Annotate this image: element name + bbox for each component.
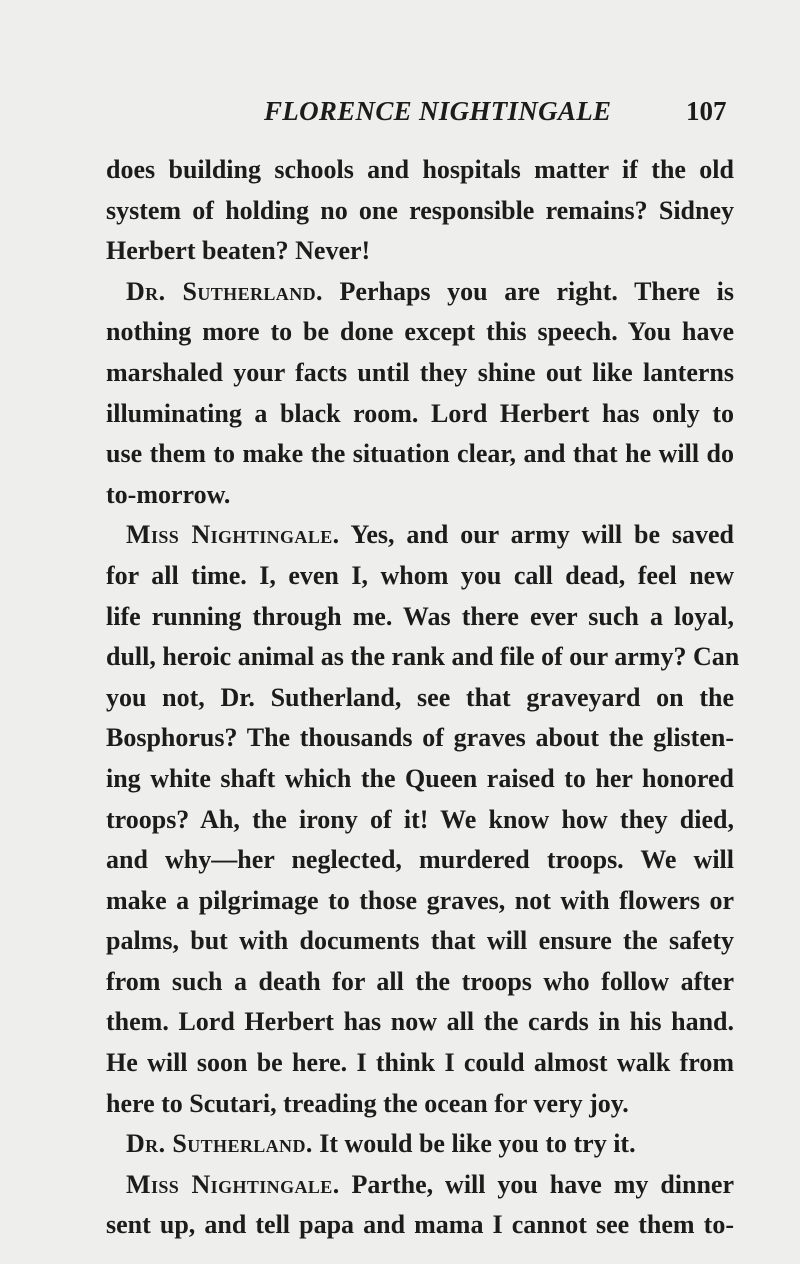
text-line [106, 637, 740, 678]
text-line [106, 191, 734, 232]
line-text: you not, Dr. Sutherland, see that graveyard on the [106, 682, 734, 712]
line-text: here to Scutari, treading the ocean for very joy. [106, 1088, 629, 1118]
speaker-name: Dr. Sutherland. [126, 276, 323, 306]
line-text: sent up, and tell papa and mama I cannot see them to- [106, 1210, 734, 1240]
line-text: use them to make the situation clear, and that he will do [106, 439, 734, 469]
line-text: Perhaps you are right. There is [322, 276, 734, 306]
line-text: marshaled your facts until they shine out like lanterns [106, 357, 734, 387]
text-line [106, 921, 734, 962]
text-line [106, 678, 734, 719]
line-text: palms, but with documents that will ensure the safety [106, 926, 734, 956]
line-text: does building schools and hospitals matter if the old [106, 155, 734, 184]
line-text: for all time. I, even I, whom you call dead, feel new [106, 560, 734, 590]
body-text [106, 150, 740, 1246]
line-text: dull, heroic animal as the rank and file of our army? Can [106, 642, 740, 672]
text-line [106, 231, 734, 272]
line-text: Parthe, will you have my dinner [339, 1169, 734, 1199]
line-text: It would be like you to try it. [312, 1129, 636, 1159]
line-text: to-morrow. [106, 479, 231, 509]
text-line [106, 1205, 734, 1246]
line-text: make a pilgrimage to those graves, not with flowers or [106, 885, 734, 915]
speaker-name: Dr. Sutherland. [126, 1129, 313, 1159]
text-line [106, 272, 734, 313]
line-text: illuminating a black room. Lord Herbert has only to [106, 398, 734, 428]
text-line [106, 1043, 734, 1084]
text-line [106, 515, 734, 556]
text-line [106, 556, 734, 597]
text-line [106, 150, 734, 191]
page-header [0, 96, 800, 136]
text-line [106, 881, 734, 922]
page-number: 107 [686, 96, 727, 126]
text-line [106, 434, 734, 475]
line-text: Yes, and our army will be saved [339, 520, 735, 550]
line-text: troops? Ah, the irony of it! We know how they died, [106, 804, 734, 834]
line-text: He will soon be here. I think I could almost walk from [106, 1048, 734, 1078]
text-line [106, 840, 734, 881]
text-line [106, 800, 734, 841]
line-text: them. Lord Herbert has now all the cards in his hand. [106, 1007, 734, 1037]
speaker-name: Miss Nightingale. [126, 1169, 340, 1199]
line-text: from such a death for all the troops who follow after [106, 966, 734, 996]
text-line [106, 394, 734, 435]
line-text: nothing more to be done except this speech. You have [106, 317, 734, 347]
text-line [106, 475, 734, 516]
text-line [106, 718, 734, 759]
line-text: ing white shaft which the Queen raised to her honored [106, 763, 734, 793]
running-title: FLORENCE NIGHTINGALE [264, 96, 612, 126]
line-text: Bosphorus? The thousands of graves about the glisten- [106, 723, 734, 753]
speaker-name: Miss Nightingale. [126, 520, 340, 550]
text-line [106, 353, 734, 394]
line-text: Herbert beaten? Never! [106, 236, 371, 266]
text-line [106, 1002, 734, 1043]
line-text: and why—her neglected, murdered troops. We will [106, 845, 734, 875]
text-line [106, 1124, 734, 1165]
line-text: system of holding no one responsible remains? Sidney [106, 195, 734, 225]
text-line [106, 962, 734, 1003]
line-text: life running through me. Was there ever such a loyal, [106, 601, 734, 631]
text-line [106, 312, 734, 353]
text-line [106, 759, 734, 800]
text-line [106, 1084, 734, 1125]
text-line [106, 1165, 734, 1206]
text-line [106, 597, 734, 638]
